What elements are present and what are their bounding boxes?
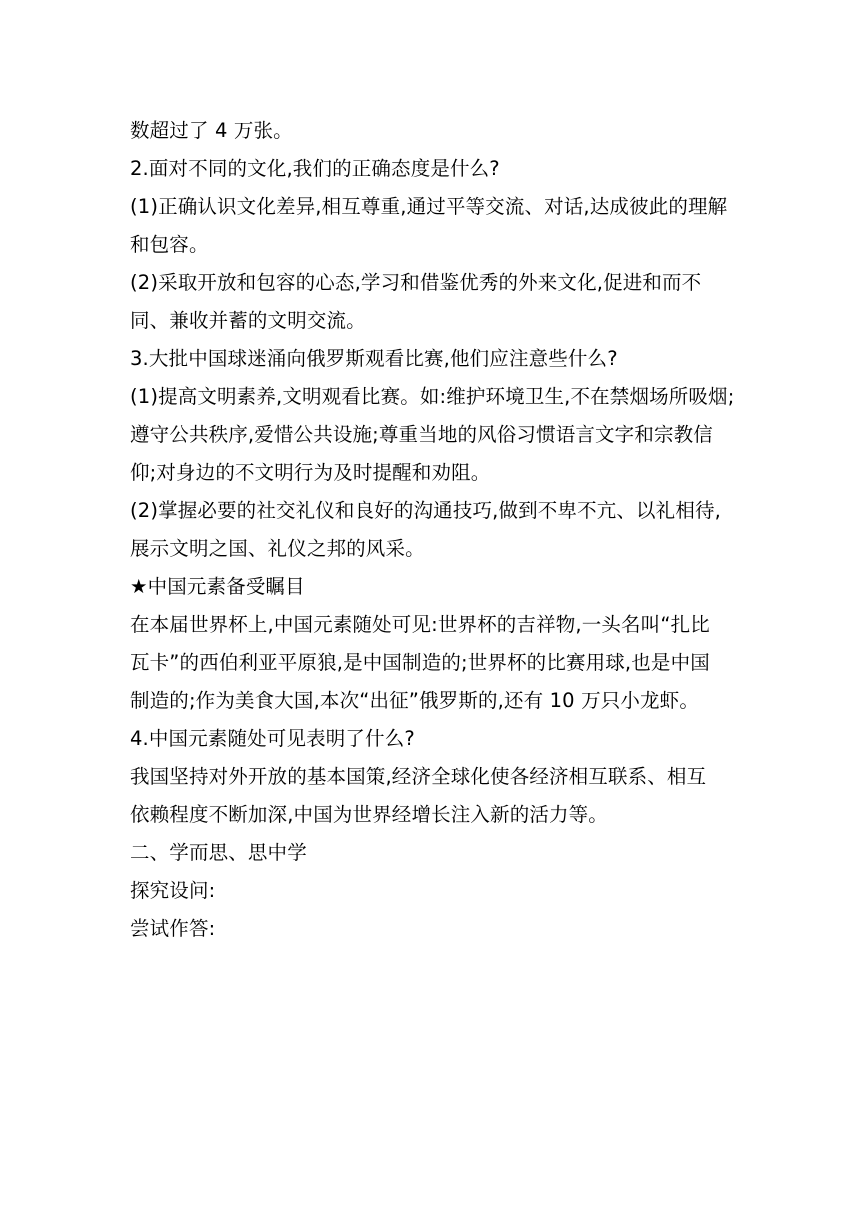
question-heading: 3.大批中国球迷涌向俄罗斯观看比赛,他们应注意些什么? (130, 347, 618, 370)
question-heading: 2.面对不同的文化,我们的正确态度是什么? (130, 157, 500, 180)
text-line: 同、兼收并蓄的文明交流。 (130, 309, 366, 332)
text-line: (1)正确认识文化差异,相互尊重,通过平等交流、对话,达成彼此的理解 (130, 195, 728, 218)
text-line: 数超过了 4 万张。 (130, 119, 293, 142)
text-line: (1)提高文明素养,文明观看比赛。如:维护环境卫生,不在禁烟场所吸烟; (130, 385, 735, 408)
prompt-label: 探究设问: (130, 879, 216, 902)
text-line: 和包容。 (130, 233, 209, 256)
document-page (130, 112, 740, 948)
text-line: 展示文明之国、礼仪之邦的风采。 (130, 537, 425, 560)
prompt-label: 尝试作答: (130, 917, 216, 940)
text-line: (2)掌握必要的社交礼仪和良好的沟通技巧,做到不卑不亢、以礼相待, (130, 499, 721, 522)
text-line: 遵守公共秩序,爱惜公共设施;尊重当地的风俗习惯语言文字和宗教信 (130, 423, 713, 446)
question-heading: 4.中国元素随处可见表明了什么? (130, 727, 415, 750)
text-line: 在本届世界杯上,中国元素随处可见:世界杯的吉祥物,一头名叫“扎比 (130, 613, 710, 636)
section-heading: 二、学而思、思中学 (130, 841, 307, 864)
section-heading: ★中国元素备受瞩目 (130, 575, 305, 598)
text-line: 依赖程度不断加深,中国为世界经增长注入新的活力等。 (130, 803, 608, 826)
text-line: 制造的;作为美食大国,本次“出征”俄罗斯的,还有 10 万只小龙虾。 (130, 689, 699, 712)
text-line: 我国坚持对外开放的基本国策,经济全球化使各经济相互联系、相互 (130, 765, 707, 788)
text-line: 仰;对身边的不文明行为及时提醒和劝阻。 (130, 461, 491, 484)
text-line: 瓦卡”的西伯利亚平原狼,是中国制造的;世界杯的比赛用球,也是中国 (130, 651, 710, 674)
text-line: (2)采取开放和包容的心态,学习和借鉴优秀的外来文化,促进和而不 (130, 271, 702, 294)
